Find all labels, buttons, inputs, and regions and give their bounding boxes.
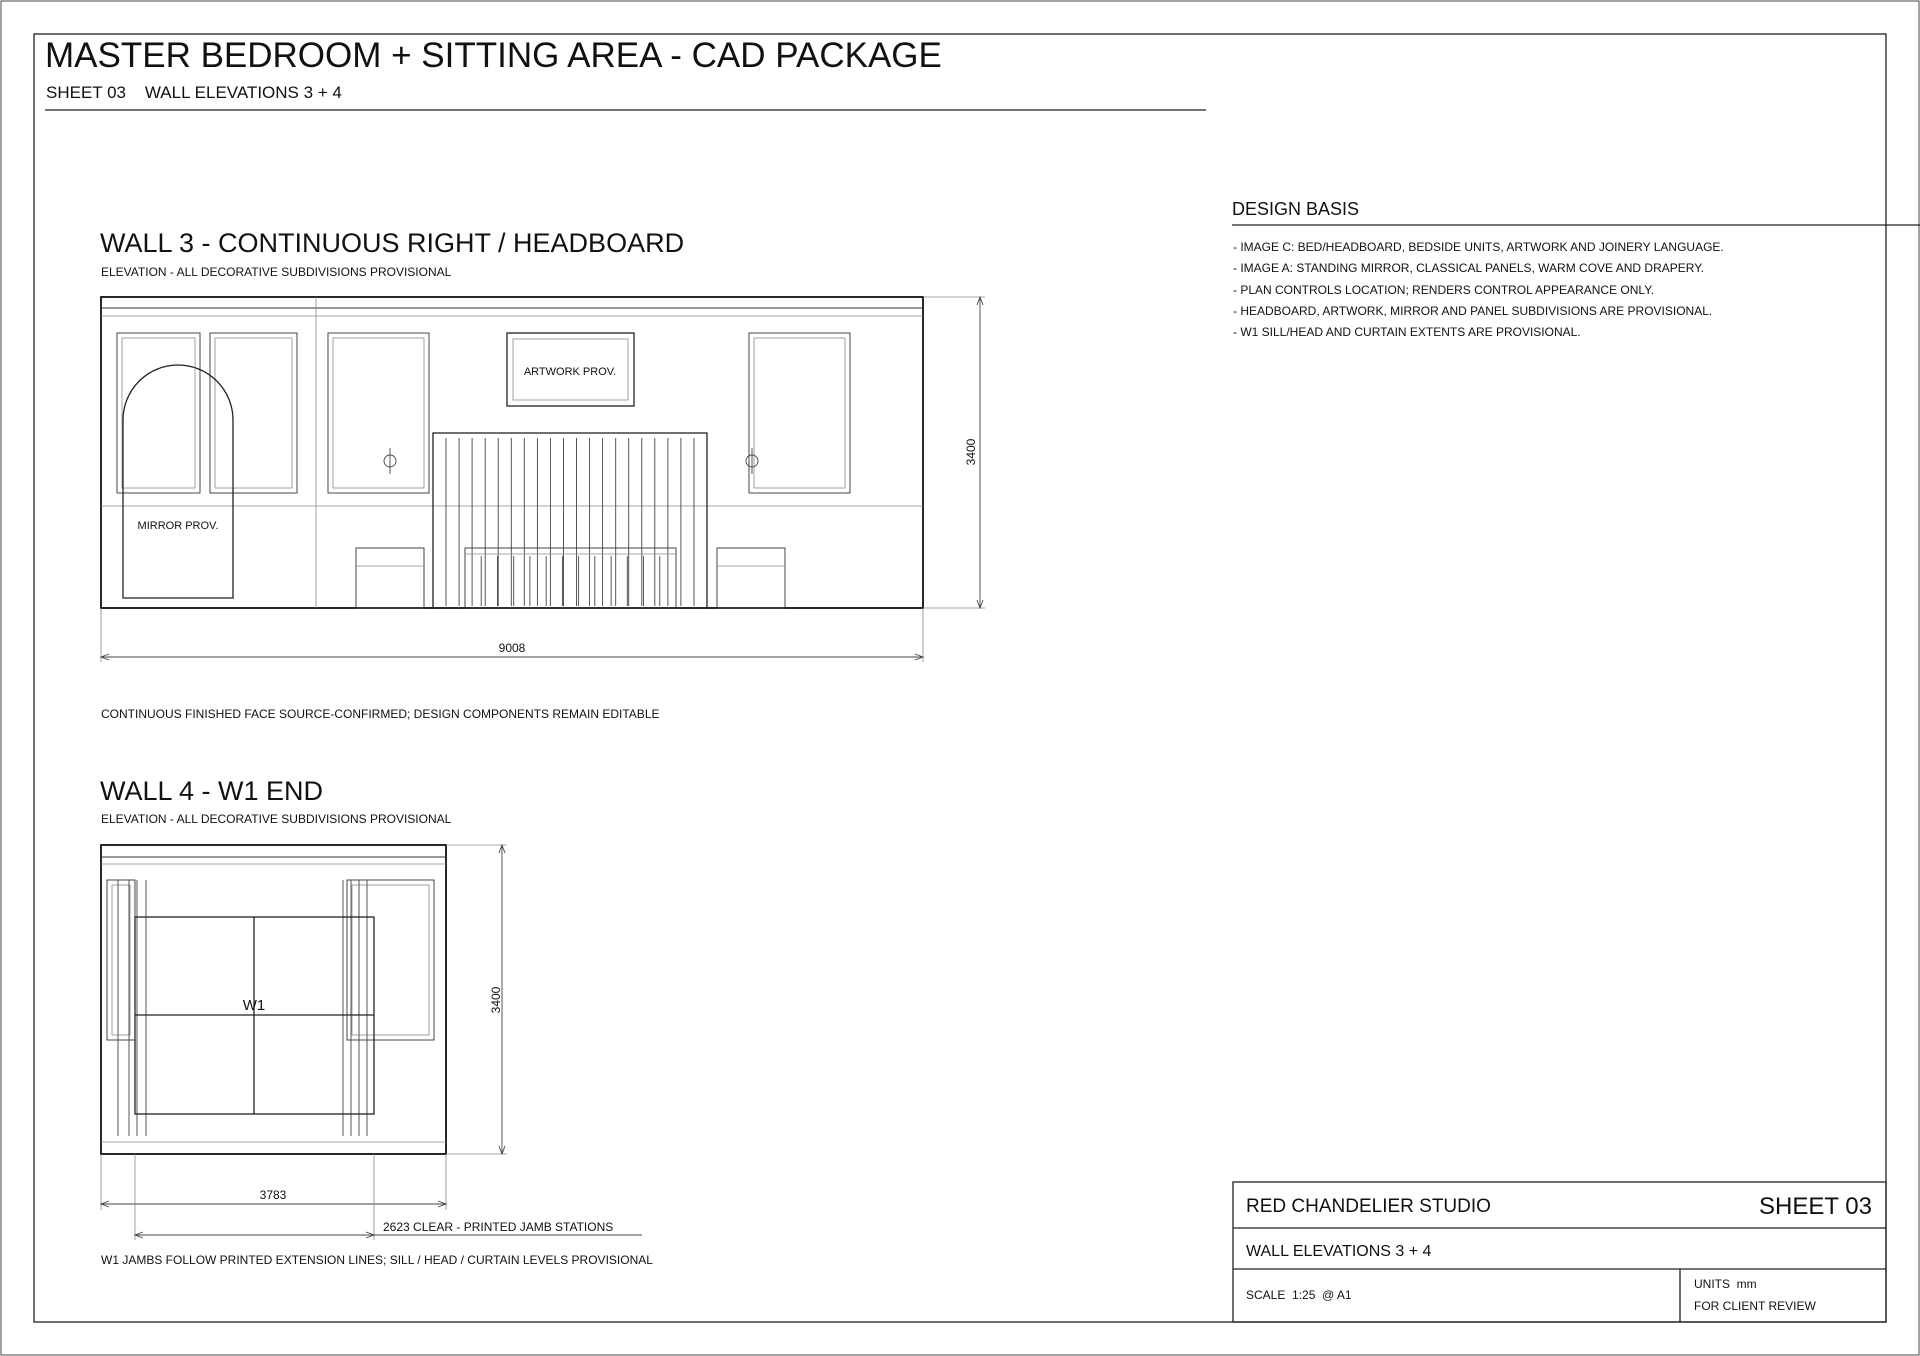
title-block <box>1233 1182 1886 1322</box>
wall4-width-label: 3783 <box>259 1188 287 1202</box>
design-basis <box>1232 199 1920 339</box>
wall3-panels <box>117 333 850 493</box>
artwork-frame <box>507 333 634 406</box>
wall3-outline <box>101 297 923 608</box>
wall3-width-label: 9008 <box>498 641 526 655</box>
wall-sconce-icon <box>384 448 758 474</box>
wall4-clear-dimension <box>135 1154 642 1240</box>
sheet-header <box>45 36 1206 110</box>
mirror-label: MIRROR PROV. <box>137 520 219 532</box>
status-label: FOR CLIENT REVIEW <box>1694 1299 1816 1313</box>
sheet-number: SHEET 03 <box>1759 1193 1872 1220</box>
sheet-title: MASTER BEDROOM + SITTING AREA - CAD PACKAGE <box>45 36 942 75</box>
artwork-label: ARTWORK PROV. <box>523 366 617 378</box>
wall3-subtitle: ELEVATION - ALL DECORATIVE SUBDIVISIONS PROVISIONAL <box>101 265 452 279</box>
wall3-elevation <box>100 228 985 721</box>
bedside-units <box>356 548 785 608</box>
headboard-slats <box>446 438 694 606</box>
headboard <box>433 433 707 608</box>
wall4-height-label: 3400 <box>489 986 503 1014</box>
units-label: UNITS mm <box>1694 1277 1757 1291</box>
design-basis-heading: DESIGN BASIS <box>1232 199 1360 219</box>
wall4-height-dimension <box>446 845 507 1154</box>
wall3-note: CONTINUOUS FINISHED FACE SOURCE-CONFIRMED; DESIGN COMPONENTS REMAIN EDITABLE <box>101 707 660 721</box>
bed-slats <box>481 556 660 606</box>
wall4-subtitle: ELEVATION - ALL DECORATIVE SUBDIVISIONS PROVISIONAL <box>101 812 452 826</box>
design-basis-item: - HEADBOARD, ARTWORK, MIRROR AND PANEL SUBDIVISIONS ARE PROVISIONAL. <box>1233 304 1713 318</box>
design-basis-item: - IMAGE C: BED/HEADBOARD, BEDSIDE UNITS, ARTWORK AND JOINERY LANGUAGE. <box>1233 240 1724 254</box>
design-basis-item: - PLAN CONTROLS LOCATION; RENDERS CONTROL APPEARANCE ONLY. <box>1233 283 1654 297</box>
wall4-note: W1 JAMBS FOLLOW PRINTED EXTENSION LINES; SILL / HEAD / CURTAIN LEVELS PROVISIONAL <box>101 1253 653 1267</box>
design-basis-item: - IMAGE A: STANDING MIRROR, CLASSICAL PANELS, WARM COVE AND DRAPERY. <box>1233 261 1704 275</box>
wall4-outline <box>101 845 446 1154</box>
bed-base <box>465 548 676 608</box>
wall4-title: WALL 4 - W1 END <box>100 776 324 806</box>
wall4-panels <box>107 880 434 1040</box>
wall3-height-dimension <box>923 297 985 608</box>
wall3-height-label: 3400 <box>964 438 978 466</box>
window-w1 <box>135 917 374 1114</box>
design-basis-item: - W1 SILL/HEAD AND CURTAIN EXTENTS ARE PROVISIONAL. <box>1233 325 1581 339</box>
drawing-name: WALL ELEVATIONS 3 + 4 <box>1246 1243 1432 1260</box>
sheet-border <box>1 1 1919 1355</box>
scale-label: SCALE 1:25 @ A1 <box>1246 1288 1352 1302</box>
wall4-elevation <box>100 776 653 1267</box>
wall3-width-dimension <box>101 608 923 662</box>
wall4-clear-label: 2623 CLEAR - PRINTED JAMB STATIONS <box>383 1220 614 1234</box>
standing-mirror <box>123 365 233 598</box>
wall4-width-dimension <box>101 1154 446 1210</box>
sheet-subtitle: SHEET 03 WALL ELEVATIONS 3 + 4 <box>46 83 342 102</box>
window-label: W1 <box>242 997 266 1014</box>
wall3-title: WALL 3 - CONTINUOUS RIGHT / HEADBOARD <box>100 228 685 258</box>
studio-name: RED CHANDELIER STUDIO <box>1246 1196 1491 1217</box>
